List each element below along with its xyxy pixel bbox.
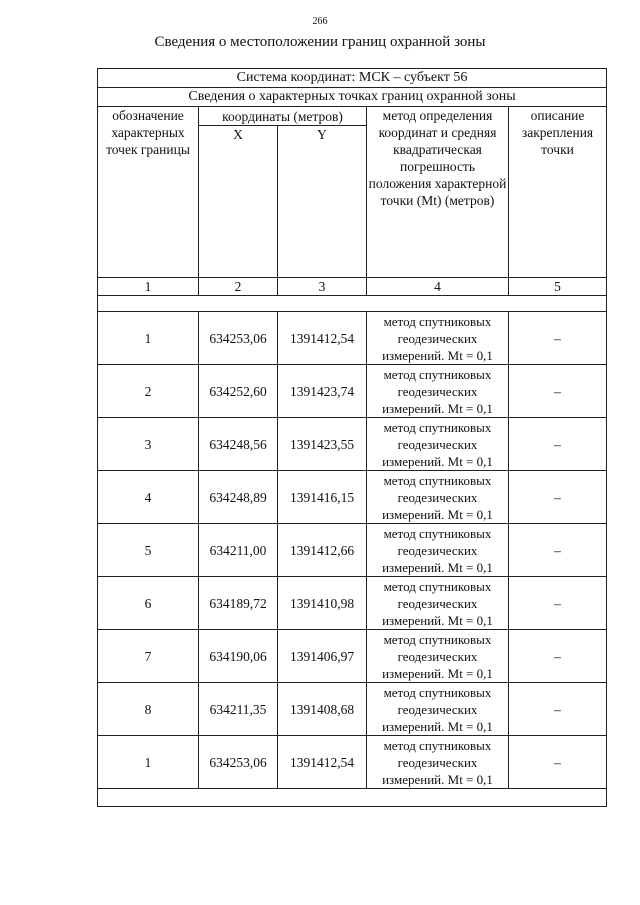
y-coordinate-cell: 1391423,55: [278, 418, 367, 471]
x-coordinate-cell: 634248,89: [199, 471, 278, 524]
point-id-cell: 1: [98, 736, 199, 789]
point-id-cell: 4: [98, 471, 199, 524]
point-id-cell: 5: [98, 524, 199, 577]
table-row: [98, 683, 607, 736]
column-number: 4: [367, 278, 509, 296]
page-number: 266: [312, 16, 328, 27]
point-id-cell: 6: [98, 577, 199, 630]
method-cell: метод спутниковых геодезических измерений. Mt = 0,1: [367, 577, 509, 630]
column-number: 5: [509, 278, 607, 296]
method-cell: метод спутниковых геодезических измерений. Mt = 0,1: [367, 736, 509, 789]
table-row: [98, 418, 607, 471]
fixing-cell: –: [509, 630, 607, 683]
header-y: Y: [278, 126, 367, 278]
boundary-points-table: [97, 68, 607, 807]
table-row: [98, 630, 607, 683]
x-coordinate-cell: 634211,35: [199, 683, 278, 736]
method-cell: метод спутниковых геодезических измерений. Mt = 0,1: [367, 312, 509, 365]
method-cell: метод спутниковых геодезических измерений. Mt = 0,1: [367, 471, 509, 524]
header-fixing: описание закрепления точки: [509, 107, 607, 278]
spacer-cell: [98, 296, 607, 312]
y-coordinate-cell: 1391408,68: [278, 683, 367, 736]
fixing-cell: –: [509, 577, 607, 630]
table-row: [98, 471, 607, 524]
x-coordinate-cell: 634253,06: [199, 736, 278, 789]
table-row: [98, 312, 607, 365]
header-x: X: [199, 126, 278, 278]
fixing-cell: –: [509, 736, 607, 789]
y-coordinate-cell: 1391423,74: [278, 365, 367, 418]
x-coordinate-cell: 634211,00: [199, 524, 278, 577]
header-coordinates: координаты (метров): [199, 107, 367, 126]
point-id-cell: 8: [98, 683, 199, 736]
y-coordinate-cell: 1391410,98: [278, 577, 367, 630]
fixing-cell: –: [509, 524, 607, 577]
column-number: 1: [98, 278, 199, 296]
x-coordinate-cell: 634253,06: [199, 312, 278, 365]
spacer-row: [98, 296, 607, 312]
method-cell: метод спутниковых геодезических измерений. Mt = 0,1: [367, 630, 509, 683]
x-coordinate-cell: 634189,72: [199, 577, 278, 630]
method-cell: метод спутниковых геодезических измерений. Mt = 0,1: [367, 524, 509, 577]
y-coordinate-cell: 1391412,54: [278, 312, 367, 365]
method-cell: метод спутниковых геодезических измерений. Mt = 0,1: [367, 418, 509, 471]
fixing-cell: –: [509, 471, 607, 524]
y-coordinate-cell: 1391412,54: [278, 736, 367, 789]
y-coordinate-cell: 1391412,66: [278, 524, 367, 577]
column-number: 3: [278, 278, 367, 296]
coordinate-system: Система координат: МСК – субъект 56: [98, 69, 607, 88]
table-row: [98, 577, 607, 630]
trailing-empty-row: [98, 789, 607, 807]
point-id-cell: 7: [98, 630, 199, 683]
point-id-cell: 1: [98, 312, 199, 365]
x-coordinate-cell: 634248,56: [199, 418, 278, 471]
y-coordinate-cell: 1391406,97: [278, 630, 367, 683]
fixing-cell: –: [509, 312, 607, 365]
table-row: [98, 736, 607, 789]
x-coordinate-cell: 634252,60: [199, 365, 278, 418]
fixing-cell: –: [509, 683, 607, 736]
trailing-empty-cell: [98, 789, 607, 807]
column-numbers-row: [98, 278, 607, 296]
y-coordinate-cell: 1391416,15: [278, 471, 367, 524]
point-id-cell: 2: [98, 365, 199, 418]
header-method: метод определения координат и средняя квадратическая погрешность положения характерной точки (Mt) (метров): [367, 107, 509, 278]
table-row: [98, 524, 607, 577]
column-number: 2: [199, 278, 278, 296]
fixing-cell: –: [509, 418, 607, 471]
table-row: [98, 365, 607, 418]
method-cell: метод спутниковых геодезических измерений. Mt = 0,1: [367, 683, 509, 736]
x-coordinate-cell: 634190,06: [199, 630, 278, 683]
document-title: Сведения о местоположении границ охранной зоны: [154, 34, 486, 50]
method-cell: метод спутниковых геодезических измерений. Mt = 0,1: [367, 365, 509, 418]
point-id-cell: 3: [98, 418, 199, 471]
table-subtitle: Сведения о характерных точках границ охранной зоны: [98, 88, 607, 107]
header-point: обозначение характерных точек границы: [98, 107, 199, 278]
fixing-cell: –: [509, 365, 607, 418]
